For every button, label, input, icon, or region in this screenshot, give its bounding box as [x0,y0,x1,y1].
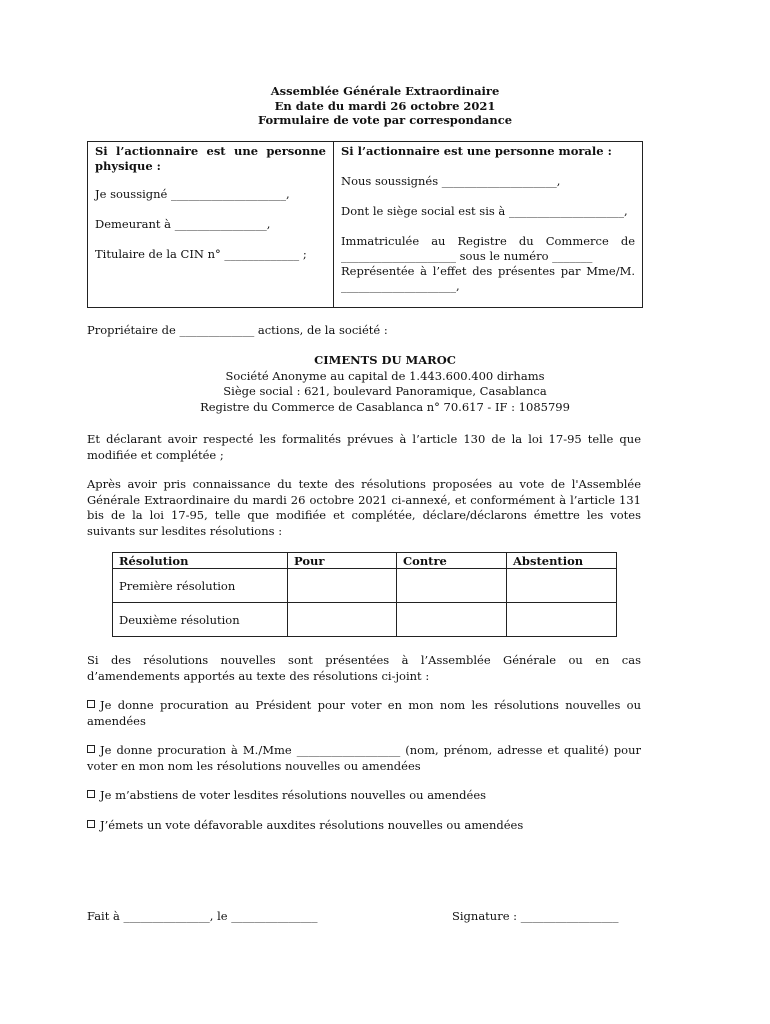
undersigned-field[interactable]: Je soussigné ____________________, [95,187,290,201]
col-resolution: Résolution [113,553,288,569]
option-mandataire [87,743,641,774]
col-abstention: Abstention [507,553,617,569]
table-row [113,569,617,603]
option-abstain-label: Je m’abstiens de voter lesdites résolutions nouvelles ou amendées [100,788,487,802]
place-date-field[interactable]: Fait à _______________, le _______________ [87,909,318,923]
resolution-label: Deuxième résolution [113,603,288,637]
header-title: Assemblée Générale Extraordinaire [270,84,500,98]
company-registry: Registre du Commerce de Casablanca n° 70.617 - IF : 1085799 [200,399,570,414]
cin-field[interactable]: Titulaire de la CIN n° _____________ ; [95,247,307,261]
resolution-label: Première résolution [113,569,288,603]
company-name: CIMENTS DU MAROC [314,353,456,367]
table-row [113,603,617,637]
legal-entity-column [334,142,642,307]
option-mandataire-label: Je donne procuration à M./Mme __________________ (nom, prénom, adresse et qualité) pour voter en mon nom les résolutions nouvelles ou amendées [87,743,641,773]
registered-office-field[interactable]: Dont le siège social est sis à ____________________, [341,204,628,218]
shares-owner-line[interactable]: Propriétaire de _____________ actions, de la société : [87,323,388,337]
col-pour: Pour [288,553,397,569]
vote-table [112,552,617,637]
vote-pour-cell[interactable] [288,569,397,603]
checkbox-president[interactable] [87,700,95,708]
company-address: Siège social : 621, boulevard Panoramique, Casablanca [223,384,547,398]
signature-field[interactable]: Signature : _________________ [452,909,619,923]
natural-person-title: Si l’actionnaire est une personne physique : [95,144,326,173]
resolution-intro-paragraph: Après avoir pris connaissance du texte des résolutions proposées au vote de l'Assemblée Générale Extraordinaire du mardi 26 octobre 2021 ci-annexé, et conformément à l’article 131 bis de la loi 17-95, telle que modifiée et complétée, déclare/déclarons émettre les votes suivants sur lesdites résolutions : [87,477,641,538]
option-president-label: Je donne procuration au Président pour voter en mon nom les résolutions nouvelles ou amendées [87,698,641,728]
vote-contre-cell[interactable] [397,569,507,603]
shareholder-identity-box [87,141,643,308]
trade-register-field[interactable]: ____________________ sous le numéro _______ [341,249,593,263]
form-header [0,84,770,128]
legal-entity-title: Si l’actionnaire est une personne morale : [341,144,612,158]
checkbox-mandataire[interactable] [87,745,95,753]
col-contre: Contre [397,553,507,569]
checkbox-abstain[interactable] [87,790,95,798]
vote-table-header [113,553,617,569]
representative-field[interactable]: ____________________, [341,279,460,293]
trade-register-label: Immatriculée au Registre du Commerce de [341,234,635,248]
undersigned-entity-field[interactable]: Nous soussignés ____________________, [341,174,561,188]
option-unfavorable-label: J’émets un vote défavorable auxdites résolutions nouvelles ou amendées [100,818,524,832]
option-abstain [87,788,641,804]
vote-contre-cell[interactable] [397,603,507,637]
representative-label: Représentée à l’effet des présentes par Mme/M. [341,264,635,278]
vote-abstention-cell[interactable] [507,569,617,603]
option-president [87,698,641,729]
header-subtitle: Formulaire de vote par correspondance [257,113,513,127]
vote-abstention-cell[interactable] [507,603,617,637]
vote-pour-cell[interactable] [288,603,397,637]
natural-person-column [88,142,334,307]
declaration-paragraph: Et déclarant avoir respecté les formalités prévues à l’article 130 de la loi 17-95 telle que modifiée et complétée ; [87,432,641,462]
checkbox-unfavorable[interactable] [87,820,95,828]
company-info [0,353,770,415]
new-resolutions-paragraph: Si des résolutions nouvelles sont présentées à l’Assemblée Générale ou en cas d’amendements apportés au texte des résolutions ci-joint : [87,653,641,683]
residence-field[interactable]: Demeurant à ________________, [95,217,271,231]
company-capital: Société Anonyme au capital de 1.443.600.400 dirhams [225,368,545,383]
option-unfavorable [87,818,641,834]
header-date: En date du mardi 26 octobre 2021 [274,98,496,113]
